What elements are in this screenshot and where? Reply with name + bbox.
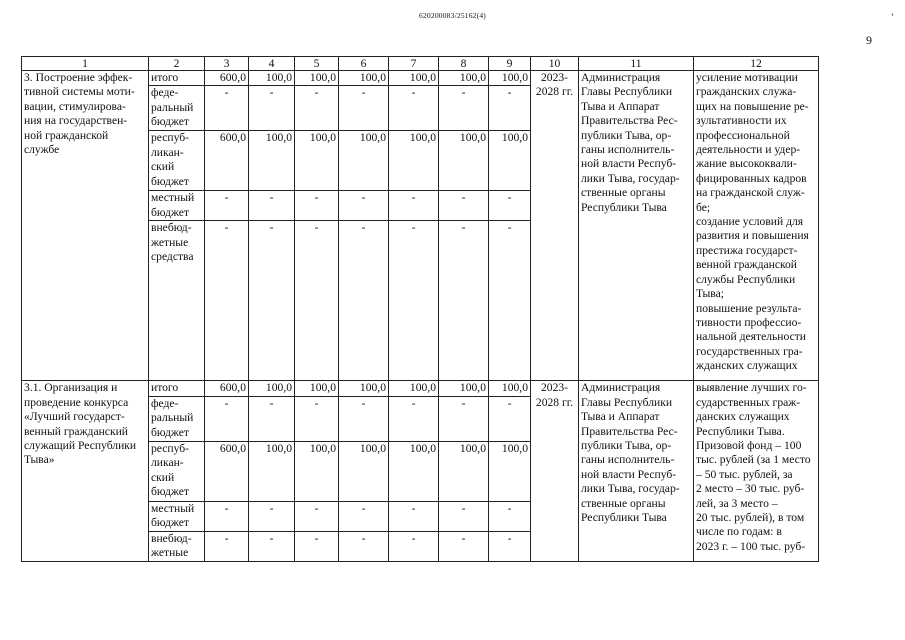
funding-value: - — [249, 501, 295, 531]
program-table — [21, 56, 819, 562]
column-number: 8 — [439, 57, 489, 71]
column-number: 11 — [579, 57, 694, 71]
funding-value: 100,0 — [489, 131, 531, 191]
funding-value: 100,0 — [439, 441, 489, 501]
funding-source: респуб- ликан- ский бюджет — [149, 441, 205, 501]
page-number: 9 — [866, 33, 872, 47]
funding-value: - — [205, 531, 249, 561]
funding-value: - — [489, 531, 531, 561]
responsible-executor: Администрация Главы Республики Тыва и Аппарат Правительства Рес- публики Тыва, ор- ганы исполнитель- ной власти Респуб- лики Тыва, государ- ственные органы Республики Тыва — [579, 71, 694, 381]
column-number: 2 — [149, 57, 205, 71]
funding-value: - — [339, 531, 389, 561]
funding-value: - — [339, 221, 389, 381]
funding-value: - — [295, 191, 339, 221]
funding-source: феде- ральный бюджет — [149, 396, 205, 441]
funding-source: внебюд- жетные — [149, 531, 205, 561]
column-number: 10 — [531, 57, 579, 71]
column-number: 3 — [205, 57, 249, 71]
funding-value: - — [389, 396, 439, 441]
funding-value: 100,0 — [389, 131, 439, 191]
funding-value: 100,0 — [339, 381, 389, 396]
funding-source: итого — [149, 381, 205, 396]
funding-value: - — [295, 221, 339, 381]
funding-value: 100,0 — [489, 441, 531, 501]
funding-source: итого — [149, 71, 205, 86]
column-number: 5 — [295, 57, 339, 71]
funding-value: 100,0 — [389, 441, 439, 501]
funding-value: 600,0 — [205, 71, 249, 86]
funding-value: 100,0 — [339, 131, 389, 191]
corner-mark: ʼ — [891, 12, 894, 22]
funding-value: - — [389, 86, 439, 131]
responsible-executor: Администрация Главы Республики Тыва и Аппарат Правительства Рес- публики Тыва, ор- ганы исполнитель- ной власти Респуб- лики Тыва, государ- ственные органы Республики Тыва — [579, 381, 694, 561]
document-code: 620200083/25162(4) — [419, 11, 486, 20]
funding-value: - — [205, 396, 249, 441]
funding-value: - — [489, 501, 531, 531]
funding-value: - — [439, 221, 489, 381]
implementation-period: 2023- 2028 гг. — [531, 71, 579, 381]
funding-value: 100,0 — [389, 381, 439, 396]
funding-value: - — [205, 191, 249, 221]
column-number: 1 — [22, 57, 149, 71]
funding-value: 100,0 — [389, 71, 439, 86]
column-number: 12 — [694, 57, 819, 71]
funding-value: - — [439, 531, 489, 561]
column-number: 7 — [389, 57, 439, 71]
funding-source: респуб- ликан- ский бюджет — [149, 131, 205, 191]
activity-title: 3.1. Организация и проведение конкурса «Лучший государст- венный гражданский служащий Республики Тыва» — [22, 381, 149, 561]
funding-value: 100,0 — [439, 71, 489, 86]
table-row — [22, 381, 819, 396]
funding-value: - — [389, 191, 439, 221]
funding-value: 100,0 — [295, 441, 339, 501]
implementation-period: 2023- 2028 гг. — [531, 381, 579, 561]
column-number: 9 — [489, 57, 531, 71]
funding-value: - — [439, 396, 489, 441]
funding-value: 600,0 — [205, 131, 249, 191]
funding-value: 100,0 — [295, 71, 339, 86]
funding-value: - — [205, 221, 249, 381]
funding-value: - — [489, 191, 531, 221]
funding-source: местный бюджет — [149, 501, 205, 531]
funding-value: - — [489, 86, 531, 131]
funding-value: - — [439, 86, 489, 131]
funding-source: местный бюджет — [149, 191, 205, 221]
funding-value: - — [339, 396, 389, 441]
funding-value: - — [295, 531, 339, 561]
column-number-row — [22, 57, 819, 71]
funding-value: 100,0 — [295, 131, 339, 191]
funding-value: 600,0 — [205, 441, 249, 501]
funding-value: 100,0 — [339, 441, 389, 501]
funding-value: 600,0 — [205, 381, 249, 396]
table-row — [22, 71, 819, 86]
funding-value: 100,0 — [489, 71, 531, 86]
funding-value: 100,0 — [295, 381, 339, 396]
funding-value: - — [249, 531, 295, 561]
funding-value: - — [295, 396, 339, 441]
funding-value: - — [439, 191, 489, 221]
funding-value: 100,0 — [249, 381, 295, 396]
funding-value: - — [339, 86, 389, 131]
column-number: 6 — [339, 57, 389, 71]
funding-value: - — [295, 501, 339, 531]
funding-value: - — [205, 86, 249, 131]
expected-result: усиление мотивации гражданских служа- щих на повышение ре- зультативности их профессиональной деятельности и удер- жание высококвали- фицированных кадров на гражданской служ- бе; создание условий для развития и повышения престижа государст- венной гражданской службы Республики Тыва; повышение результа- тивности профессио- нальной деятельности государственных гра- жданских служащих — [694, 71, 819, 381]
funding-source: внебюд- жетные средства — [149, 221, 205, 381]
funding-value: - — [249, 86, 295, 131]
funding-value: 100,0 — [249, 71, 295, 86]
funding-value: - — [389, 501, 439, 531]
funding-value: - — [389, 221, 439, 381]
funding-value: - — [249, 221, 295, 381]
funding-value: - — [339, 191, 389, 221]
funding-value: 100,0 — [249, 441, 295, 501]
funding-value: 100,0 — [489, 381, 531, 396]
funding-value: 100,0 — [439, 131, 489, 191]
funding-source: феде- ральный бюджет — [149, 86, 205, 131]
funding-value: - — [489, 396, 531, 441]
funding-value: - — [249, 396, 295, 441]
funding-value: 100,0 — [339, 71, 389, 86]
funding-value: - — [249, 191, 295, 221]
funding-value: 100,0 — [249, 131, 295, 191]
funding-value: - — [389, 531, 439, 561]
funding-value: - — [489, 221, 531, 381]
funding-value: - — [295, 86, 339, 131]
expected-result: выявление лучших го- сударственных граж- данских служащих Республики Тыва. Призовой фонд – 100 тыс. рублей (за 1 место – 50 тыс. рублей, за 2 место – 30 тыс. руб- лей, за 3 место – 20 тыс. рублей), в том числе по годам: в 2023 г. – 100 тыс. руб- — [694, 381, 819, 561]
funding-value: - — [205, 501, 249, 531]
column-number: 4 — [249, 57, 295, 71]
activity-title: 3. Построение эффек- тивной системы моти- вации, стимулирова- ния на государствен- ной гражданской службе — [22, 71, 149, 381]
funding-value: - — [439, 501, 489, 531]
funding-value: - — [339, 501, 389, 531]
funding-value: 100,0 — [439, 381, 489, 396]
